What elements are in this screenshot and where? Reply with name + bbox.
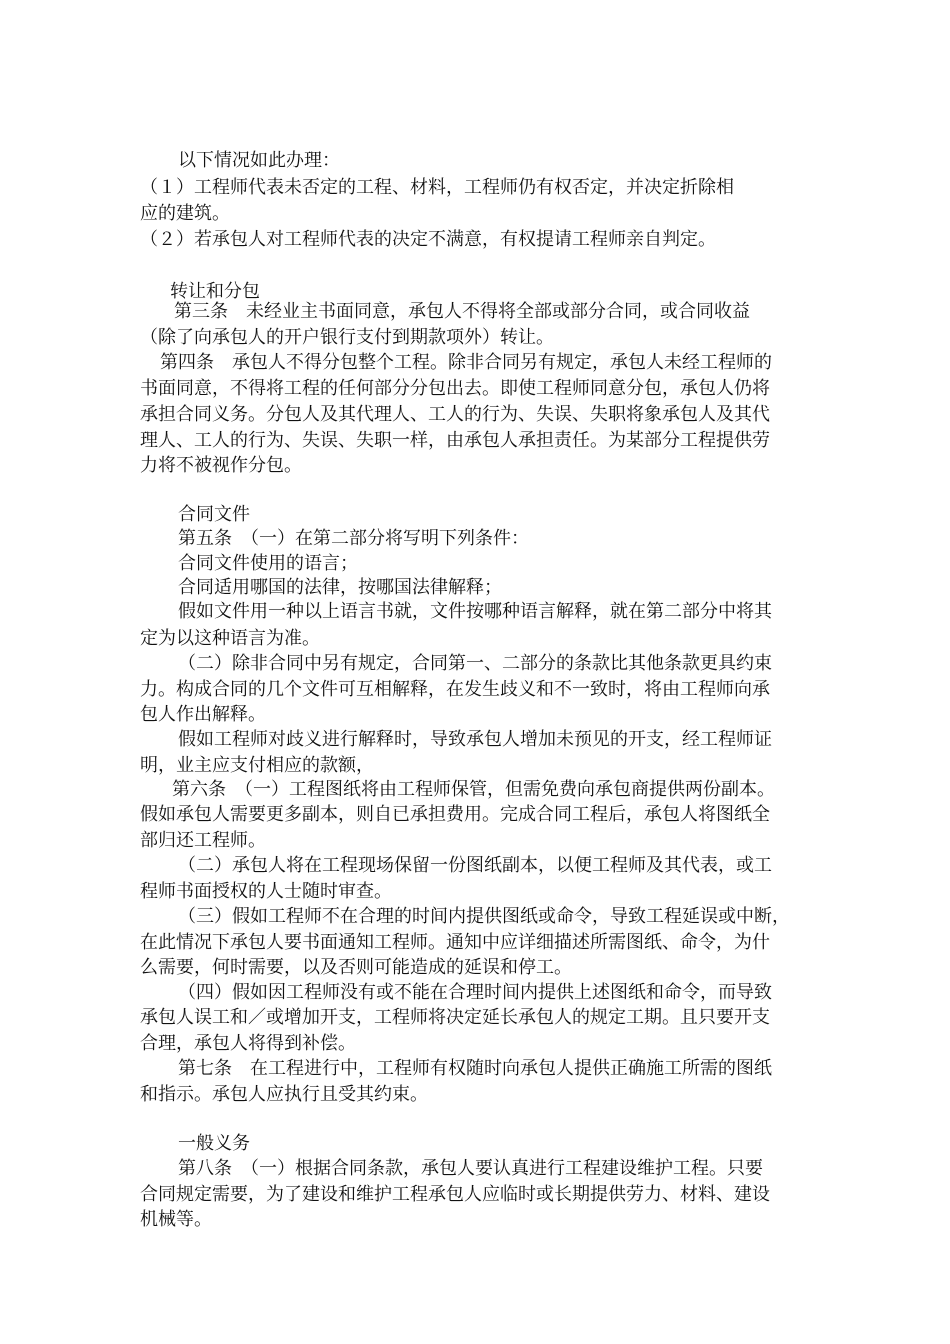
text-line: 以下情况如此办理： [178,150,340,171]
text-line: 定为以这种语言为准。 [140,628,320,649]
text-line: （二）承包人将在工程现场保留一份图纸副本，以便工程师及其代表，或工 [178,855,772,876]
text-line: 机械等。 [140,1209,212,1230]
text-line: （１）工程师代表未否定的工程、材料，工程师仍有权否定，并决定折除相 [140,177,734,198]
text-line: （四）假如因工程师没有或不能在合理时间内提供上述图纸和命令，而导致 [178,982,772,1003]
text-line: 第七条 在工程进行中，工程师有权随时向承包人提供正确施工所需的图纸 [178,1058,772,1079]
text-line: （２）若承包人对工程师代表的决定不满意，有权提请工程师亲自判定。 [140,229,716,250]
text-line: 第四条 承包人不得分包整个工程。除非合同另有规定，承包人未经工程师的 [160,352,772,373]
text-line: 程师书面授权的人士随时审查。 [140,881,392,902]
text-line: 包人作出解释。 [140,704,266,725]
text-line: 合同文件使用的语言； [178,553,358,574]
text-line: 和指示。承包人应执行且受其约束。 [140,1084,428,1105]
text-line: （三）假如工程师不在合理的时间内提供图纸或命令，导致工程延误或中断， [178,906,790,927]
text-line: 理人、工人的行为、失误、失职一样，由承包人承担责任。为某部分工程提供劳 [140,430,770,451]
text-line: 合同规定需要，为了建设和维护工程承包人应临时或长期提供劳力、材料、建设 [140,1184,770,1205]
text-line: 力。构成合同的几个文件可互相解释，在发生歧义和不一致时，将由工程师向承 [140,679,770,700]
text-line: 第六条 （一）工程图纸将由工程师保管，但需免费向承包商提供两份副本。 [172,779,775,800]
text-line: 在此情况下承包人要书面通知工程师。通知中应详细描述所需图纸、命令，为什 [140,932,770,953]
text-line: 明，业主应支付相应的款额， [140,755,374,776]
text-line: 假如承包人需要更多副本，则自已承担费用。完成合同工程后，承包人将图纸全 [140,804,770,825]
text-line: 假如文件用一种以上语言书就，文件按哪种语言解释，就在第二部分中将其 [178,601,772,622]
text-line: 合同适用哪国的法律，按哪国法律解释； [178,577,502,598]
text-line: 承担合同义务。分包人及其代理人、工人的行为、失误、失职将象承包人及其代 [140,404,770,425]
text-line: 承包人误工和／或增加开支，工程师将决定延长承包人的规定工期。且只要开支 [140,1007,770,1028]
text-line: 书面同意，不得将工程的任何部分分包出去。即使工程师同意分包，承包人仍将 [140,378,770,399]
section-heading: 合同文件 [178,504,250,525]
text-line: 假如工程师对歧义进行解释时，导致承包人增加未预见的开支，经工程师证 [178,729,772,750]
section-heading: 一般义务 [178,1133,250,1154]
text-line: 应的建筑。 [140,203,230,224]
text-line: （二）除非合同中另有规定，合同第一、二部分的条款比其他条款更具约束 [178,653,772,674]
text-line: （除了向承包人的开户银行支付到期款项外）转让。 [140,327,554,348]
text-line: 么需要，何时需要，以及否则可能造成的延误和停工。 [140,957,572,978]
text-line: 力将不被视作分包。 [140,455,302,476]
text-line: 第五条 （一）在第二部分将写明下列条件： [178,528,529,549]
text-line: 合理，承包人将得到补偿。 [140,1033,356,1054]
text-line: 部归还工程师。 [140,830,266,851]
section-heading: 转让和分包 [170,281,260,302]
text-line: 第三条 未经业主书面同意，承包人不得将全部或部分合同，或合同收益 [174,301,750,322]
text-line: 第八条 （一）根据合同条款，承包人要认真进行工程建设维护工程。只要 [178,1158,763,1179]
